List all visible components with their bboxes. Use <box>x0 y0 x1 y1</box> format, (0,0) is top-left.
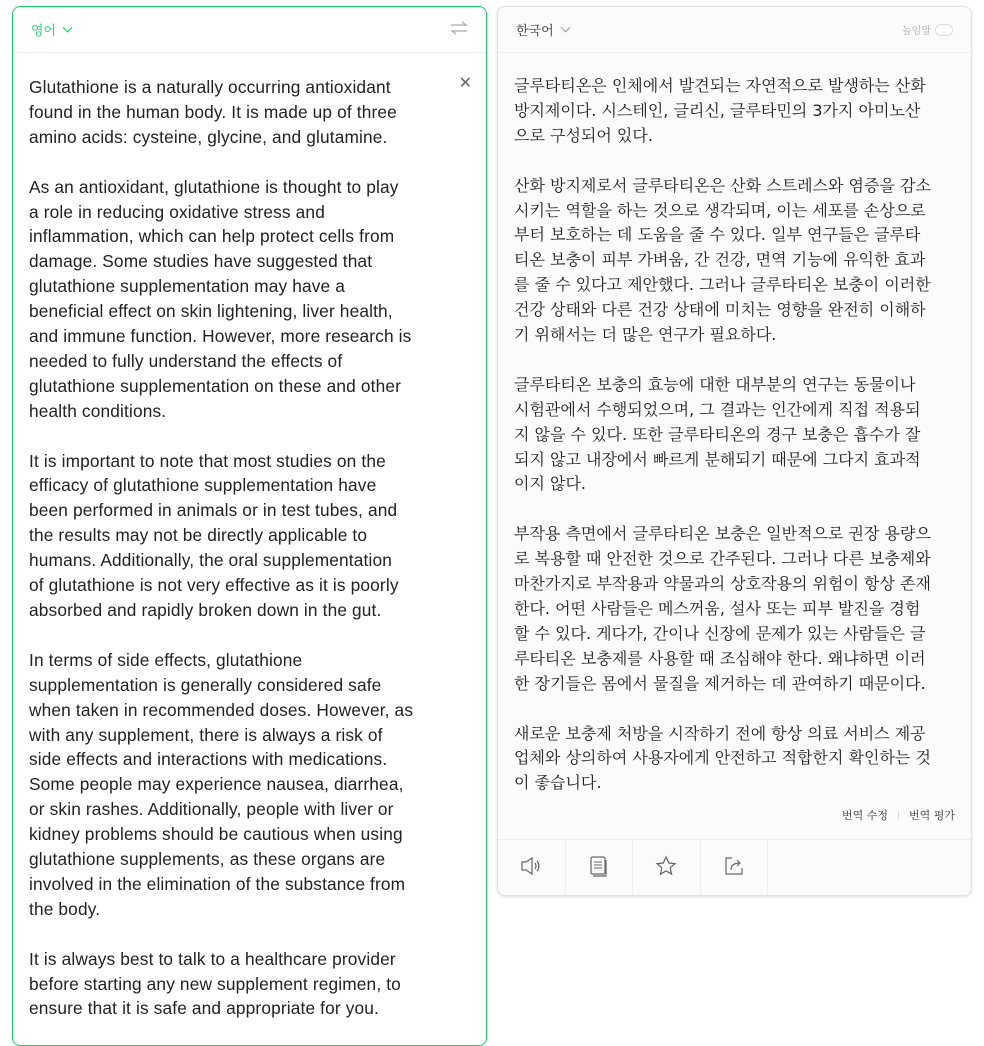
swap-languages-icon[interactable] <box>450 21 468 39</box>
text-line: 글루타티온 보충의 효능에 대한 대부분의 연구는 동물이나 <box>514 374 916 394</box>
text-line: It is important to note that most studies on the <box>29 450 386 471</box>
translation-paragraph <box>514 74 931 149</box>
text-line: found in the human body. It is made up of three <box>29 101 397 122</box>
text-line: supplementation is generally considered safe <box>29 674 382 695</box>
source-paragraph <box>29 648 413 922</box>
text-line: damage. Some studies have suggested that <box>29 251 373 272</box>
text-line: 업체와 상의하여 사용자에게 안전하고 적합한지 확인하는 것 <box>514 748 931 768</box>
source-paragraph <box>29 75 413 150</box>
text-line: involved in the elimination of the substance from <box>29 873 406 894</box>
favorite-button[interactable] <box>633 840 701 895</box>
text-line: when taken in recommended doses. However, as <box>29 699 414 720</box>
text-line: 새로운 보충제 처방을 시작하기 전에 항상 의료 서비스 제공 <box>514 723 926 743</box>
text-line: 부터 보호하는 데 도움을 줄 수 있다. 일부 연구들은 글루타 <box>514 225 921 245</box>
text-line: 한다. 어떤 사람들은 메스꺼움, 설사 또는 피부 발진을 경험 <box>514 598 921 618</box>
text-line: 이 좋습니다. <box>514 773 602 793</box>
honorific-toggle[interactable] <box>902 22 953 37</box>
text-line: been performed in animals or in test tubes, and <box>29 500 398 521</box>
text-line: 시키는 역할을 하는 것으로 생각되며, 이는 세포를 손상으로 <box>514 200 926 220</box>
text-line: 방지제이다. 시스테인, 글리신, 글루타민의 3가지 아미노산 <box>514 100 921 120</box>
rate-translation-link[interactable]: 번역 평가 <box>908 809 955 822</box>
text-line: 건강 상태와 다른 건강 상태에 미치는 영향을 완전히 이해하 <box>514 300 926 320</box>
text-line: glutathione supplements, as these organs are <box>29 849 386 870</box>
translation-paragraph <box>514 373 931 498</box>
text-line: As an antioxidant, glutathione is thought to play <box>29 176 399 197</box>
text-line: glutathione supplementation on these and other <box>29 375 401 396</box>
source-paragraph <box>29 449 413 623</box>
divider <box>898 811 899 820</box>
text-line: 를 줄 수 있다고 제안했다. 그러나 글루타티온 보충이 이러한 <box>514 275 931 295</box>
text-line: the results may not be directly applicable to <box>29 525 368 546</box>
target-language-select[interactable] <box>516 20 569 39</box>
text-line: 마찬가지로 부작용과 약물과의 상호작용의 위험이 항상 존재 <box>514 574 931 594</box>
edit-translation-link[interactable]: 번역 수정 <box>841 809 888 822</box>
text-line: 이지 않다. <box>514 474 586 494</box>
target-language-label: 한국어 <box>516 24 554 39</box>
text-line: kidney problems should be cautious when using <box>29 824 403 845</box>
text-line: It is always best to talk to a healthcare provider <box>29 948 396 969</box>
text-line: inflammation, which can help protect cells from <box>29 226 395 247</box>
clear-text-icon[interactable]: ✕ <box>458 73 472 92</box>
translation-paragraph <box>514 722 931 797</box>
source-language-select[interactable] <box>31 20 71 39</box>
text-line: Glutathione is a naturally occurring antioxidant <box>29 77 391 97</box>
star-icon <box>655 855 677 881</box>
target-panel <box>497 6 972 896</box>
text-line: ensure that it is safe and appropriate for you. <box>29 998 379 1019</box>
text-line: Some people may experience nausea, diarrhea, <box>29 774 404 795</box>
text-line: 부작용 측면에서 글루타티온 보충은 일반적으로 권장 용량으 <box>514 524 931 544</box>
source-language-label: 영어 <box>31 24 57 39</box>
text-line: the body. <box>29 898 101 919</box>
chevron-down-icon <box>63 23 73 33</box>
text-line: and immune function. However, more research is <box>29 326 412 347</box>
text-line: efficacy of glutathione supplementation have <box>29 475 377 496</box>
share-button[interactable] <box>701 840 769 895</box>
copy-icon <box>589 855 609 881</box>
source-text-input[interactable] <box>29 75 413 1046</box>
text-line: glutathione supplementation may have a <box>29 276 346 297</box>
copy-button[interactable] <box>566 840 634 895</box>
text-line: a role in reducing oxidative stress and <box>29 201 325 222</box>
text-line: 한 장기들은 몸에서 물질을 제거하는 데 관여하기 때문이다. <box>514 673 926 693</box>
text-line: before starting any new supplement regimen, to <box>29 973 401 994</box>
source-paragraph <box>29 947 413 1022</box>
text-line: side effects and interactions with medications. <box>29 749 388 770</box>
source-paragraph <box>29 175 413 424</box>
share-icon <box>723 855 745 881</box>
text-line: 산화 방지제로서 글루타티온은 산화 스트레스와 염증을 감소 <box>514 175 931 195</box>
text-line: of glutathione is not very effective as it is poorly <box>29 575 399 596</box>
text-line: or skin rashes. Additionally, people with liver or <box>29 799 394 820</box>
text-line: humans. Additionally, the oral supplementation <box>29 550 392 571</box>
chevron-down-icon <box>560 23 570 33</box>
text-line: 지 않을 수 있다. 또한 글루타티온의 경구 보충은 흡수가 잘 <box>514 424 921 444</box>
source-panel <box>12 6 487 1046</box>
text-line: 로 복용할 때 안전한 것으로 간주된다. 그러나 다른 보충제와 <box>514 549 931 569</box>
text-line: 되지 않고 내장에서 빠르게 분해되기 때문에 그다지 효과적 <box>514 449 921 469</box>
text-line: 으로 구성되어 있다. <box>514 125 653 145</box>
text-line: 글루타티온은 인체에서 발견되는 자연적으로 발생하는 산화 <box>514 76 926 95</box>
toggle-switch[interactable] <box>935 24 953 36</box>
translation-output <box>514 74 931 821</box>
text-line: 할 수 있다. 게다가, 간이나 신장에 문제가 있는 사람들은 글 <box>514 623 926 643</box>
text-line: 기 위해서는 더 많은 연구가 필요하다. <box>514 325 777 345</box>
listen-button[interactable] <box>498 840 566 895</box>
toolbar <box>498 839 971 895</box>
text-line: health conditions. <box>29 400 167 421</box>
text-line: absorbed and rapidly broken down in the gut. <box>29 600 382 620</box>
text-line: beneficial effect on skin lightening, liver health, <box>29 301 393 322</box>
text-line: 티온 보충이 피부 가벼움, 간 건강, 면역 기능에 유익한 효과 <box>514 250 926 270</box>
text-line: with any supplement, there is always a risk of <box>29 724 383 745</box>
translation-paragraph <box>514 174 931 348</box>
text-line: 시험관에서 수행되었으며, 그 결과는 인간에게 직접 적용되 <box>514 399 921 419</box>
honorific-label: 높임말 <box>902 26 931 37</box>
text-line: 루타티온 보충제를 사용할 때 조심해야 한다. 왜냐하면 이러 <box>514 648 926 668</box>
text-line: amino acids: cysteine, glycine, and glutamine. <box>29 126 388 147</box>
text-line: In terms of side effects, glutathione <box>29 649 303 670</box>
text-line: needed to fully understand the effects of <box>29 350 343 371</box>
translation-paragraph <box>514 522 931 696</box>
speaker-icon <box>520 856 542 880</box>
